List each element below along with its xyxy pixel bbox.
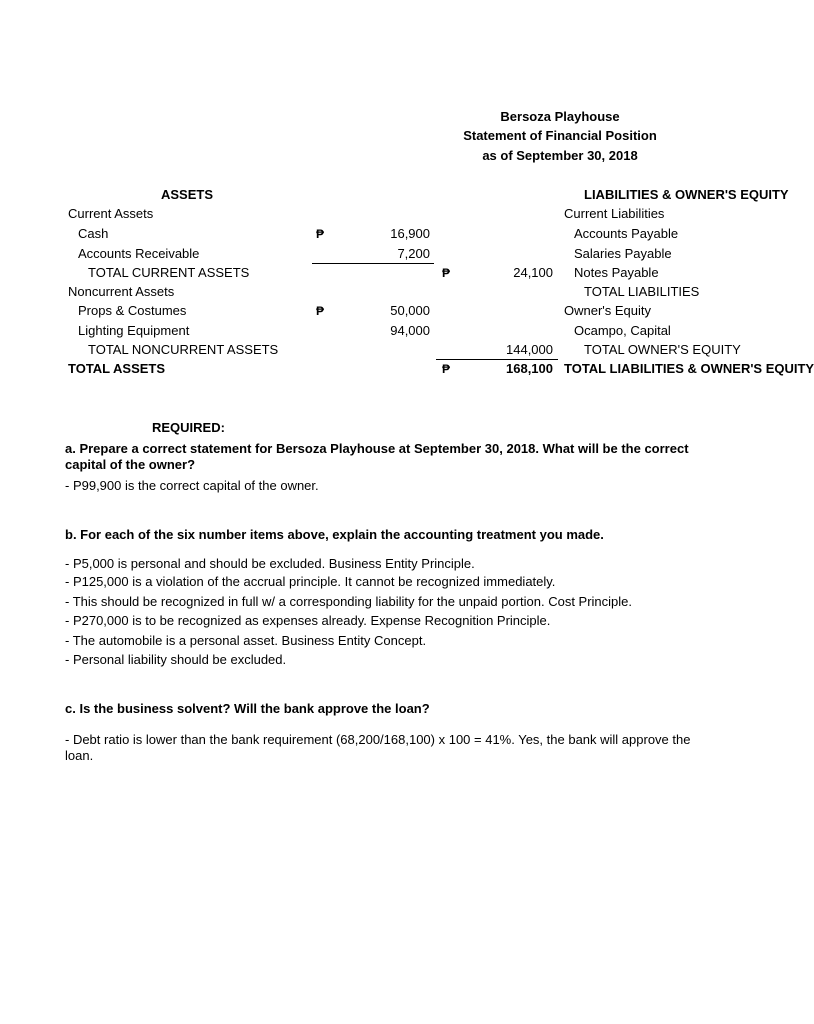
liabilities-heading: LIABILITIES & OWNER'S EQUITY (584, 187, 789, 202)
total-noncurrent-value: 144,000 (506, 342, 553, 357)
total-assets-label: TOTAL ASSETS (68, 361, 166, 376)
salaries-payable-label: Salaries Payable (574, 246, 672, 261)
answer-b-2: - P125,000 is a violation of the accrual principle. It cannot be recognized immediately. (65, 574, 556, 589)
cash-currency: ₱ (316, 227, 325, 241)
ar-value: 7,200 (397, 246, 430, 261)
lighting-label: Lighting Equipment (78, 323, 190, 338)
total-current-label: TOTAL CURRENT ASSETS (88, 265, 250, 280)
answer-b-3: - This should be recognized in full w/ a corresponding liability for the unpaid portion. Cost Principle. (65, 594, 633, 609)
props-label: Props & Costumes (78, 303, 187, 318)
accounts-payable-label: Accounts Payable (574, 226, 679, 241)
capital-label: Ocampo, Capital (574, 323, 671, 338)
subtotal-divider (312, 263, 434, 264)
total-current-value: 24,100 (513, 265, 553, 280)
props-currency: ₱ (316, 304, 325, 318)
current-assets-heading: Current Assets (68, 206, 154, 221)
total-assets-value: 168,100 (506, 361, 553, 376)
noncurrent-assets-heading: Noncurrent Assets (68, 284, 175, 299)
lighting-value: 94,000 (390, 323, 430, 338)
notes-payable-label: Notes Payable (574, 265, 659, 280)
answer-b-4: - P270,000 is to be recognized as expenses already. Expense Recognition Principle. (65, 613, 551, 628)
props-value: 50,000 (390, 303, 430, 318)
company-name: Bersoza Playhouse (500, 109, 620, 124)
question-c: c. Is the business solvent? Will the bank approve the loan? (65, 701, 430, 716)
answer-c: - Debt ratio is lower than the bank requirement (68,200/168,100) x 100 = 41%. Yes, the bank will approve the loan. (65, 732, 691, 763)
question-b: b. For each of the six number items above, explain the accounting treatment you made. (65, 527, 604, 542)
question-a: a. Prepare a correct statement for Bersoza Playhouse at September 30, 2018. What will be the correct capital of the owner? (65, 441, 689, 472)
total-noncurrent-label: TOTAL NONCURRENT ASSETS (88, 342, 279, 357)
total-liabilities-label: TOTAL LIABILITIES (584, 284, 700, 299)
ar-label: Accounts Receivable (78, 246, 200, 261)
total-assets-currency: ₱ (442, 362, 451, 376)
answer-a: - P99,900 is the correct capital of the owner. (65, 478, 319, 493)
answer-b-1: - P5,000 is personal and should be excluded. Business Entity Principle. (65, 556, 475, 571)
cash-value: 16,900 (390, 226, 430, 241)
total-current-currency: ₱ (442, 266, 451, 280)
total-divider (436, 359, 558, 360)
current-liabilities-heading: Current Liabilities (564, 206, 665, 221)
statement-date: as of September 30, 2018 (482, 148, 638, 163)
answer-b-6: - Personal liability should be excluded. (65, 652, 287, 667)
cash-label: Cash (78, 226, 109, 241)
owners-equity-heading: Owner's Equity (564, 303, 652, 318)
total-liabilities-equity-label: TOTAL LIABILITIES & OWNER'S EQUITY (564, 361, 814, 376)
total-equity-label: TOTAL OWNER'S EQUITY (584, 342, 741, 357)
required-heading: REQUIRED: (152, 420, 225, 435)
assets-heading: ASSETS (160, 187, 213, 202)
statement-title: Statement of Financial Position (463, 128, 657, 143)
answer-b-5: - The automobile is a personal asset. Business Entity Concept. (65, 633, 427, 648)
